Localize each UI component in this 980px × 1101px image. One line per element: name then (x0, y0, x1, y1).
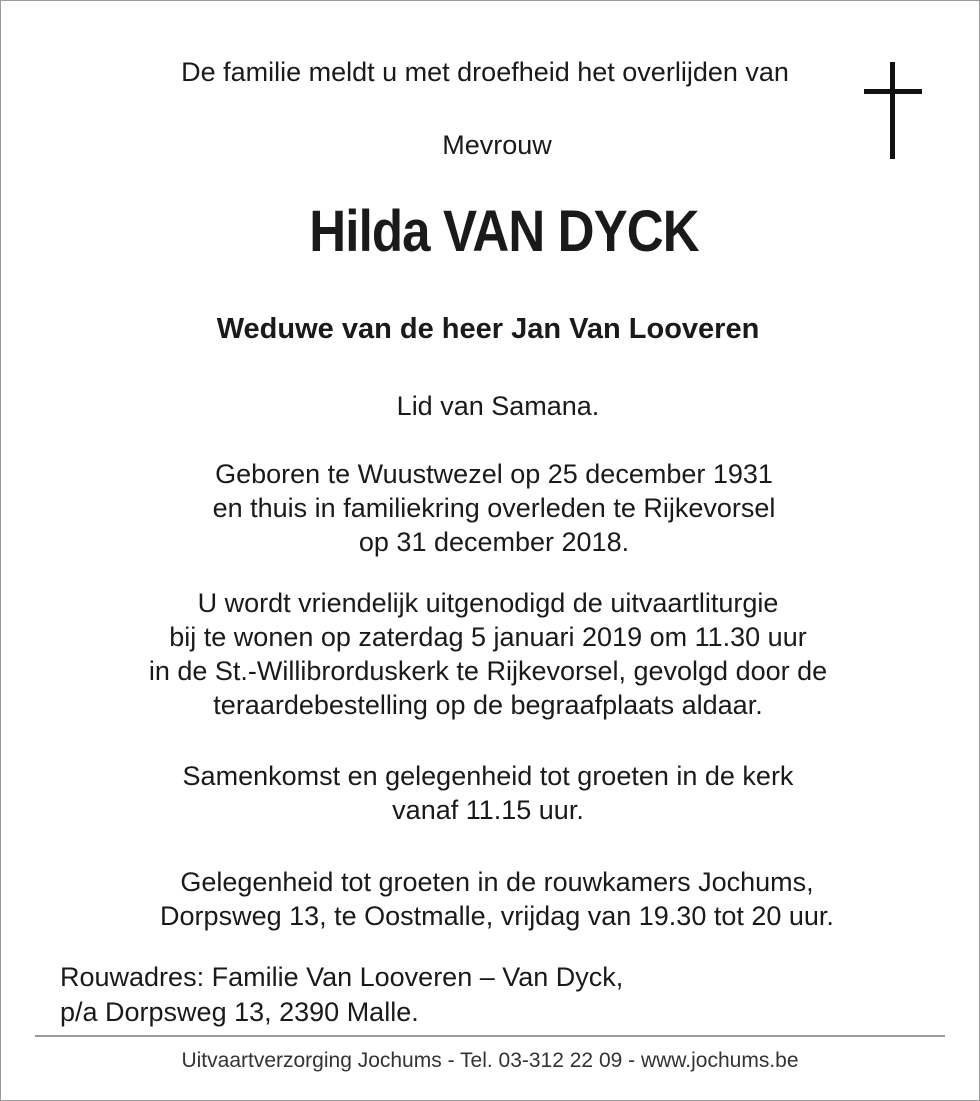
footer-divider (35, 1035, 945, 1037)
birth-death-line: en thuis in familiekring overleden te Rijkevorsel (212, 493, 776, 523)
viewing-line: Gelegenheid tot groeten in de rouwkamers Jochums, (180, 867, 814, 897)
meeting-block (0, 759, 978, 827)
deceased-name: Hilda VAN DYCK (309, 199, 699, 264)
meeting-line: Samenkomst en gelegenheid tot groeten in de kerk (182, 761, 794, 791)
funeral-line: in de St.-Willibrorduskerk te Rijkevorsel, gevolgd door de (148, 656, 828, 686)
address-line: p/a Dorpsweg 13, 2390 Malle. (60, 997, 419, 1027)
membership: Lid van Samana. (396, 391, 600, 421)
widow-of: Weduwe van de heer Jan Van Looveren (216, 313, 760, 345)
funeral-line: U wordt vriendelijk uitgenodigd de uitvaartliturgie (197, 588, 779, 618)
funeral-line: bij te wonen op zaterdag 5 januari 2019 om 11.30 uur (169, 622, 807, 652)
intro-text: De familie meldt u met droefheid het overlijden van (181, 57, 789, 87)
address-line: Rouwadres: Familie Van Looveren – Van Dyck, (60, 962, 624, 992)
title-mevrouw: Mevrouw (442, 130, 552, 160)
birth-death-line: op 31 december 2018. (358, 527, 630, 557)
funeral-block (0, 586, 978, 722)
footer-credit: Uitvaartverzorging Jochums - Tel. 03-312 22 09 - www.jochums.be (181, 1049, 799, 1072)
funeral-line: teraardebestelling op de begraafplaats aldaar. (213, 690, 763, 720)
viewing-line: Dorpsweg 13, te Oostmalle, vrijdag van 19.30 tot 20 uur. (160, 901, 834, 931)
meeting-line: vanaf 11.15 uur. (392, 795, 584, 825)
birth-death-line: Geboren te Wuustwezel op 25 december 1931 (215, 459, 773, 489)
mourning-address (60, 960, 623, 1030)
viewing-block (7, 865, 980, 933)
birth-death-block (4, 457, 980, 559)
